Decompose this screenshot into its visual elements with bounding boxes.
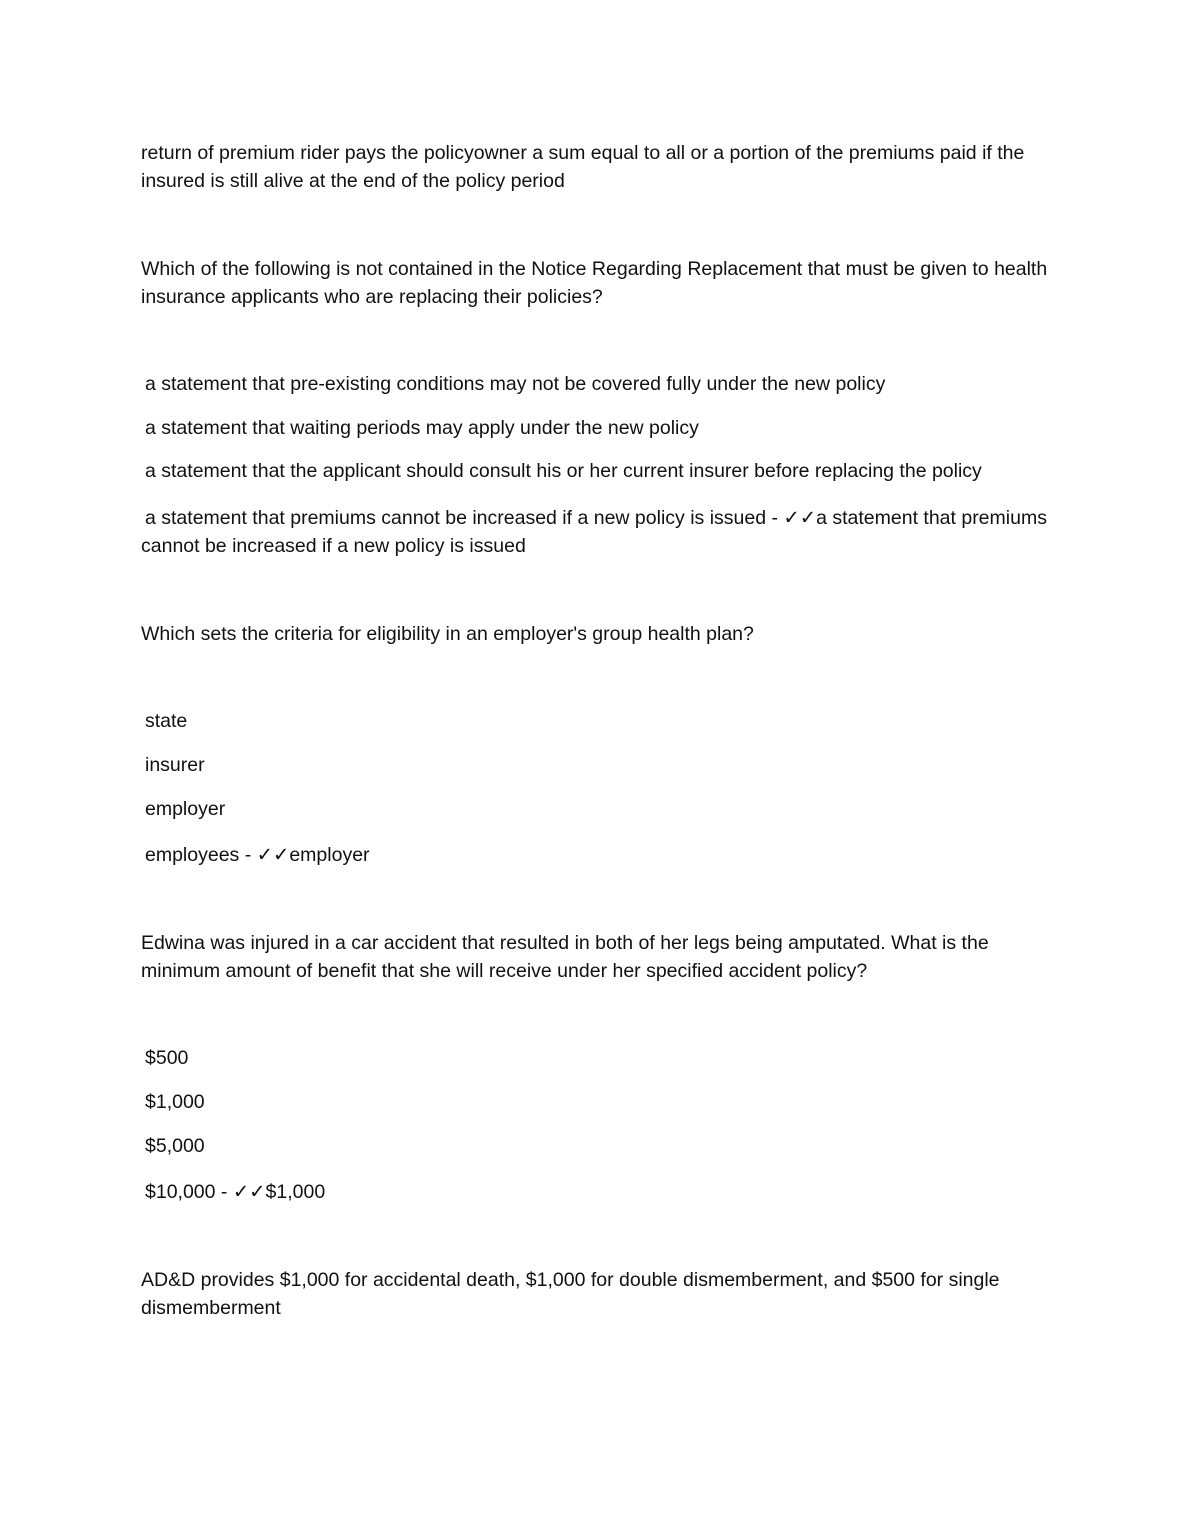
intro-paragraph: return of premium rider pays the policyowner a sum equal to all or a portion of the premiums paid if the insured is still alive at the end of the policy period — [141, 142, 1025, 192]
question-2-option-d — [145, 841, 1061, 869]
question-2-option-c: employer — [145, 798, 226, 820]
checkmark-icon: ✓✓ — [232, 1181, 266, 1203]
question-1-option-b: a statement that waiting periods may apply under the new policy — [145, 417, 699, 439]
question-3-option-b: $1,000 — [145, 1091, 205, 1113]
question-3-answer: $1,000 — [265, 1181, 326, 1203]
question-2-option-b: insurer — [145, 754, 205, 776]
question-1-text: Which of the following is not contained in the Notice Regarding Replacement that must be given to health insurance applicants who are replacing their policies? — [141, 258, 1048, 308]
question-2-answer: employer — [289, 844, 370, 866]
question-2-text: Which sets the criteria for eligibility in an employer's group health plan? — [141, 623, 754, 645]
question-3-option-a: $500 — [145, 1047, 189, 1069]
question-2-option-a: state — [145, 710, 188, 732]
question-2-option-d-label: employees - — [145, 844, 257, 866]
question-3-option-d-label: $10,000 - — [145, 1181, 233, 1203]
question-1-option-a: a statement that pre-existing conditions may not be covered fully under the new policy — [145, 373, 886, 395]
question-1-option-d-label: a statement that premiums cannot be increased if a new policy is issued - — [145, 507, 784, 529]
question-1-option-c: a statement that the applicant should consult his or her current insurer before replacing the policy — [145, 460, 982, 482]
checkmark-icon: ✓✓ — [783, 507, 817, 529]
question-1-answer: a statement that premiums cannot be increased if a new policy is issued — [141, 507, 1047, 557]
question-1-option-d — [141, 504, 1061, 560]
question-3-text: Edwina was injured in a car accident that resulted in both of her legs being amputated. What is the minimum amount of benefit that she will receive under her specified accident policy? — [141, 932, 989, 982]
question-3-option-d — [145, 1178, 1061, 1206]
outro-paragraph: AD&D provides $1,000 for accidental death, $1,000 for double dismemberment, and $500 for single dismemberment — [141, 1269, 1000, 1319]
checkmark-icon: ✓✓ — [256, 844, 290, 866]
question-3-option-c: $5,000 — [145, 1135, 205, 1157]
